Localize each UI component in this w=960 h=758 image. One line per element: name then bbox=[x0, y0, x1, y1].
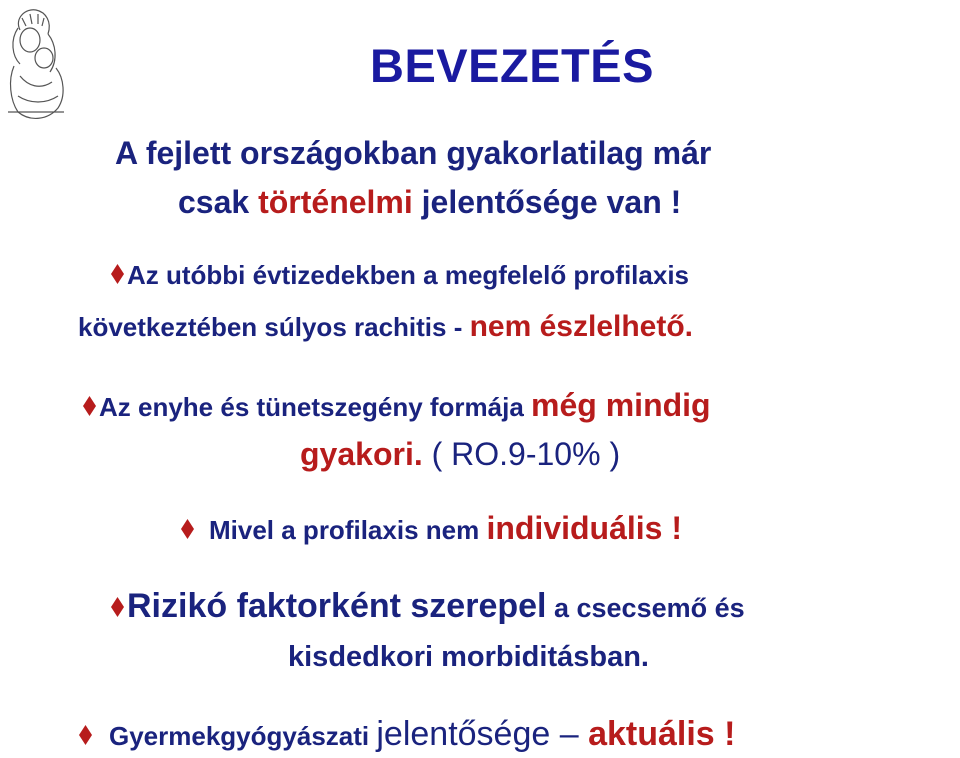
diamond-bullet-icon bbox=[180, 518, 195, 540]
slide-title: BEVEZETÉS bbox=[370, 39, 654, 92]
bullet-5-line-1: Gyermekgyógyászati jelentősége – aktuális ! bbox=[78, 717, 735, 751]
diamond-bullet-icon bbox=[110, 263, 125, 285]
bullet-3-line-1: Mivel a profilaxis nem individuális ! bbox=[180, 512, 682, 544]
diamond-bullet-icon bbox=[82, 395, 97, 417]
bullet-1-line-1: Az utóbbi évtizedekben a megfelelő profilaxis bbox=[110, 262, 689, 288]
bullet-4-line-2: kisdedkori morbiditásban. bbox=[288, 641, 649, 673]
intro-line-1 bbox=[115, 137, 711, 169]
intro-text-1: A fejlett országokban gyakorlatilag már bbox=[115, 135, 712, 171]
mother-child-sketch-logo bbox=[0, 0, 72, 128]
bullet-2-line-1: Az enyhe és tünetszegény formája még mindig bbox=[82, 389, 711, 421]
intro-highlight: történelmi bbox=[258, 184, 413, 220]
diamond-bullet-icon bbox=[78, 724, 93, 746]
bullet-4-line-1: Rizikó faktorként szerepel a csecsemő és bbox=[110, 589, 745, 623]
bullet-2-line-2: gyakori. ( RO.9-10% ) bbox=[300, 436, 621, 472]
intro-line-2: csak történelmi jelentősége van ! bbox=[178, 184, 682, 220]
bullet-1-line-2: következtében súlyos rachitis - nem észlelhető. bbox=[78, 310, 693, 343]
diamond-bullet-icon bbox=[110, 596, 125, 618]
